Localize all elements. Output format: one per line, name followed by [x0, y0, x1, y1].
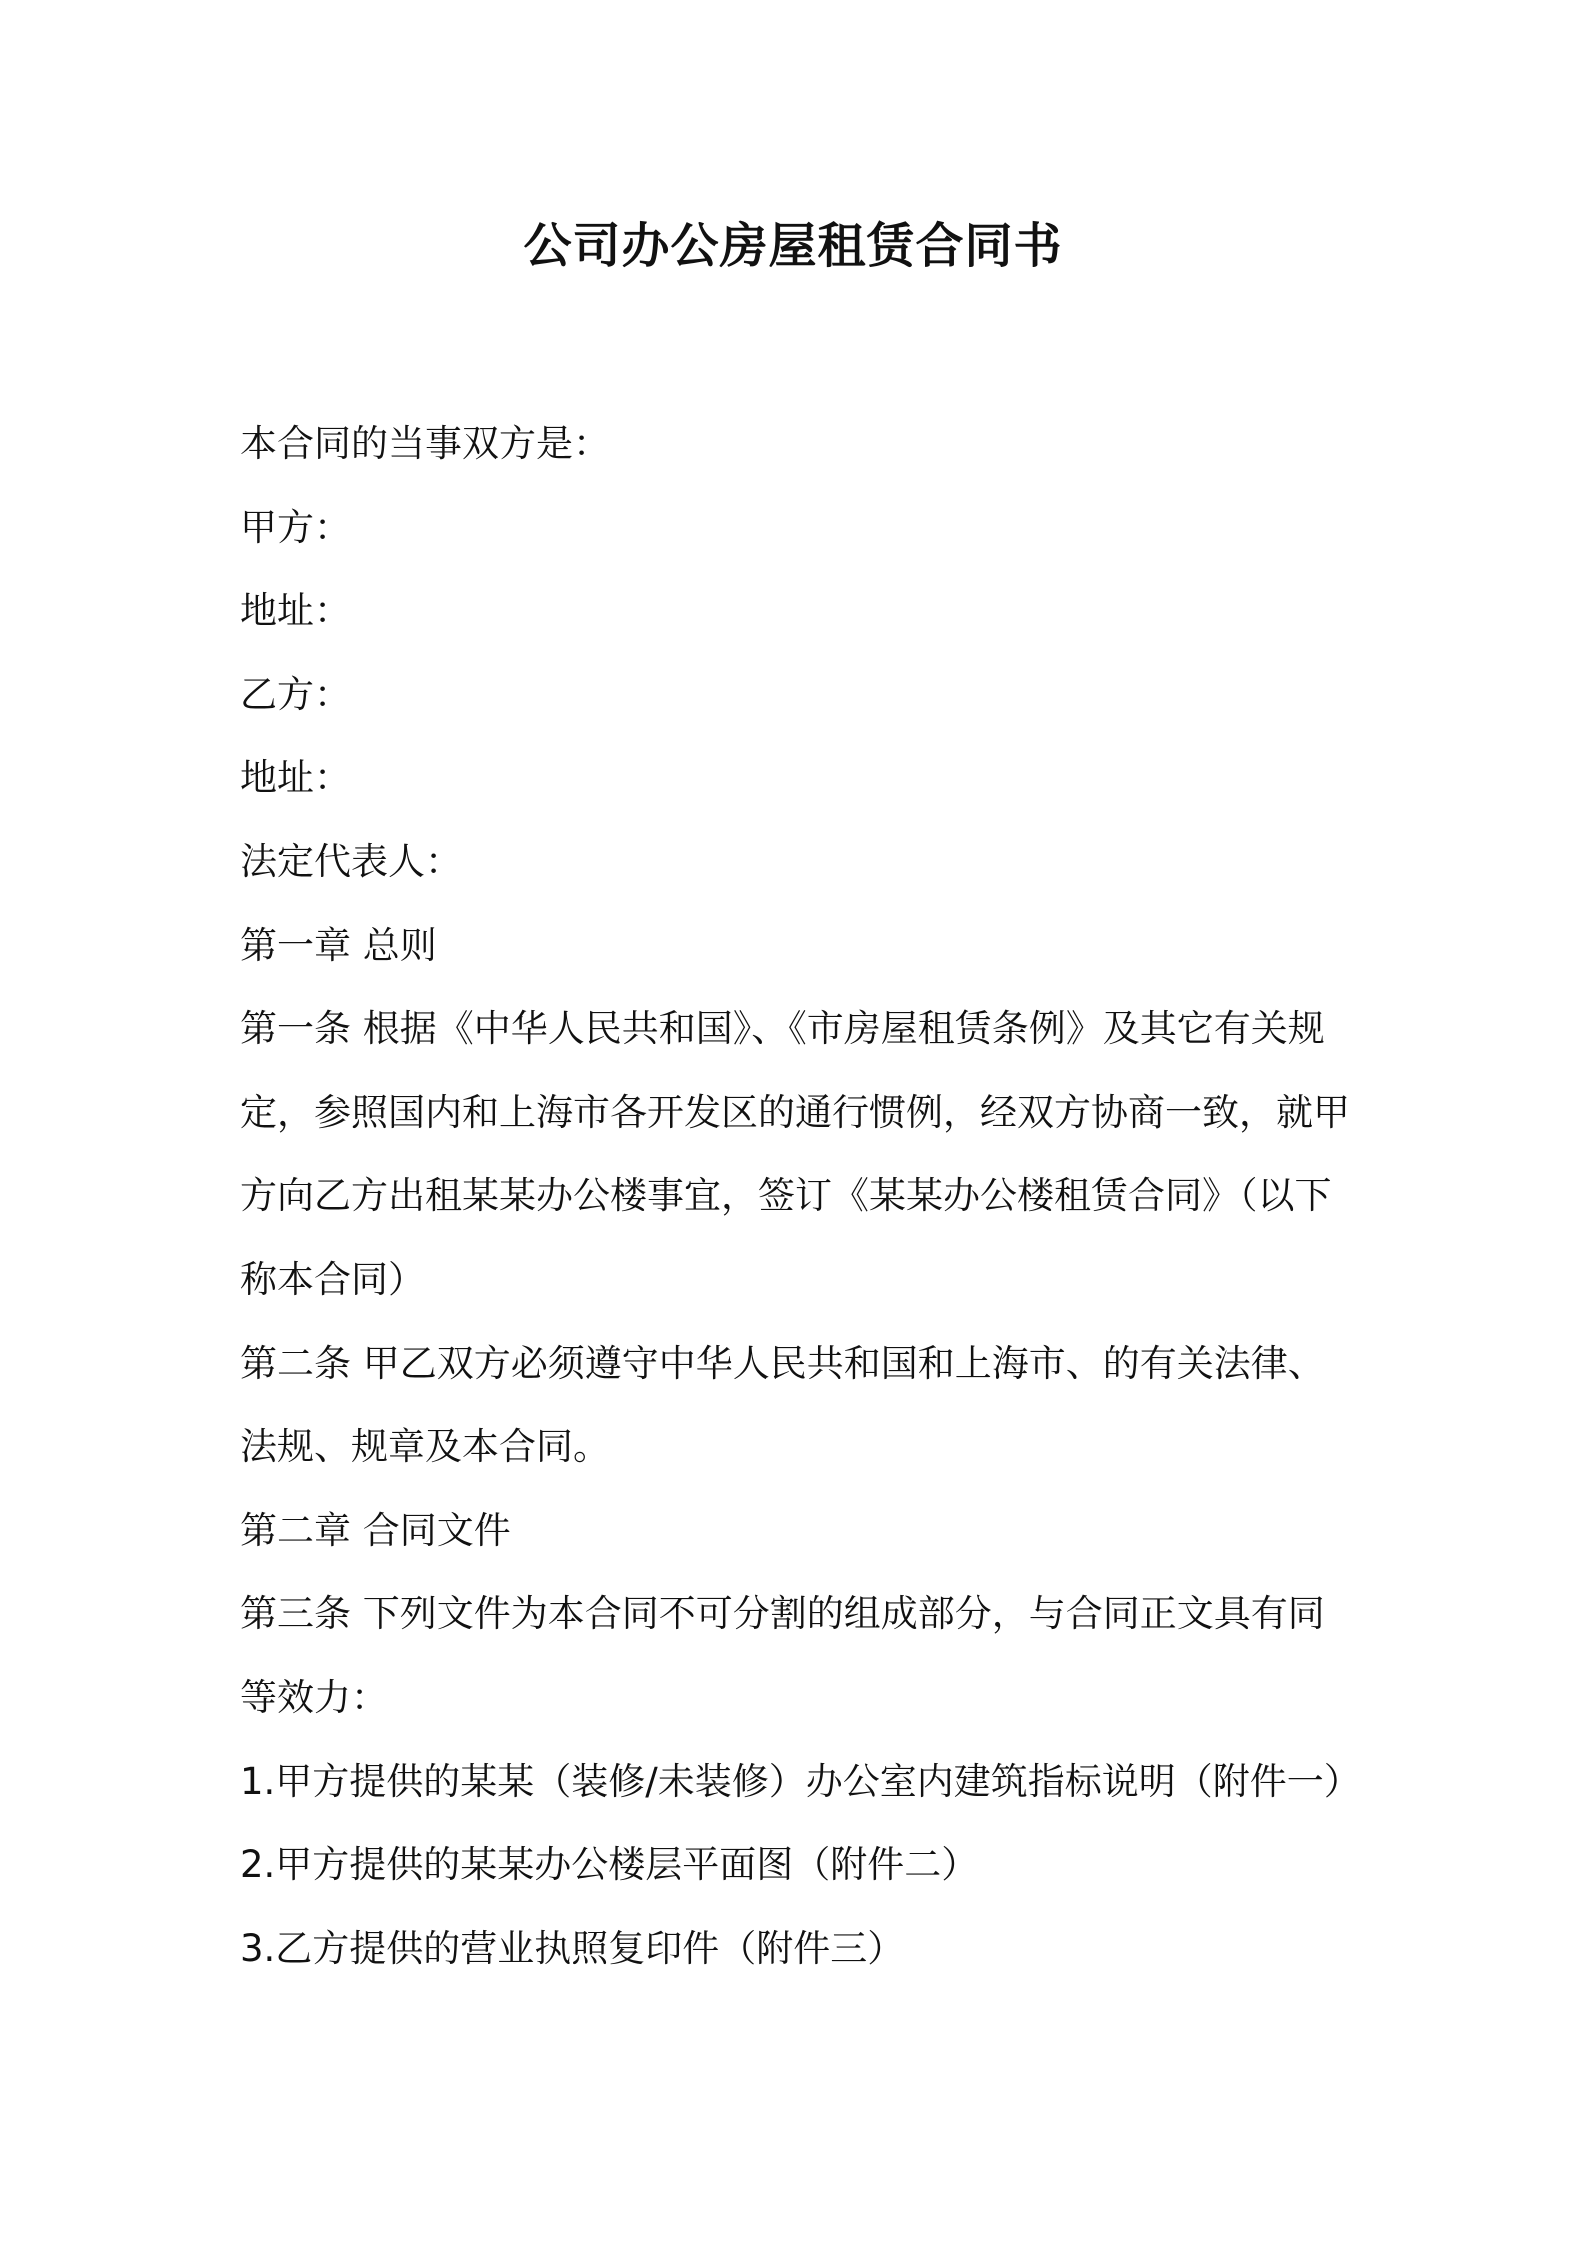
- article-2-line-1: 第二条 甲乙双方必须遵守中华人民共和国和上海市、的有关法律、: [240, 1341, 1325, 1385]
- article-1-line-3: 方向乙方出租某某办公楼事宜，签订《某某办公楼租赁合同》（以下: [240, 1174, 1332, 1218]
- party-b-address-line: 地址：: [240, 756, 351, 800]
- article-1-line-1: 第一条 根据《中华人民共和国》、《市房屋租赁条例》及其它有关规: [240, 1007, 1325, 1051]
- chapter-2-heading: 第二章 合同文件: [240, 1508, 511, 1552]
- party-b-line: 乙方：: [240, 672, 351, 716]
- attachment-1-line: 1.甲方提供的某某（装修/未装修）办公室内建筑指标说明（附件一）: [240, 1759, 1361, 1803]
- article-1-line-2: 定，参照国内和上海市各开发区的通行惯例，经双方协商一致，就甲: [240, 1090, 1350, 1134]
- article-1-line-4: 称本合同）: [240, 1257, 425, 1301]
- chapter-1-heading: 第一章 总则: [240, 923, 437, 967]
- party-a-address-line: 地址：: [240, 589, 351, 633]
- parties-intro-line: 本合同的当事双方是：: [240, 422, 610, 465]
- article-2-line-2: 法规、规章及本合同。: [240, 1425, 610, 1469]
- legal-representative-line: 法定代表人：: [240, 839, 462, 883]
- article-3-line-1: 第三条 下列文件为本合同不可分割的组成部分，与合同正文具有同: [240, 1592, 1325, 1636]
- attachment-2-line: 2.甲方提供的某某办公楼层平面图（附件二）: [240, 1843, 979, 1887]
- party-a-line: 甲方：: [240, 505, 351, 549]
- document-body: [240, 402, 1360, 1990]
- document-title: 公司办公房屋租赁合同书: [523, 218, 1063, 274]
- article-3-line-2: 等效力：: [240, 1675, 388, 1719]
- attachment-3-line: 3.乙方提供的营业执照复印件（附件三）: [240, 1926, 905, 1970]
